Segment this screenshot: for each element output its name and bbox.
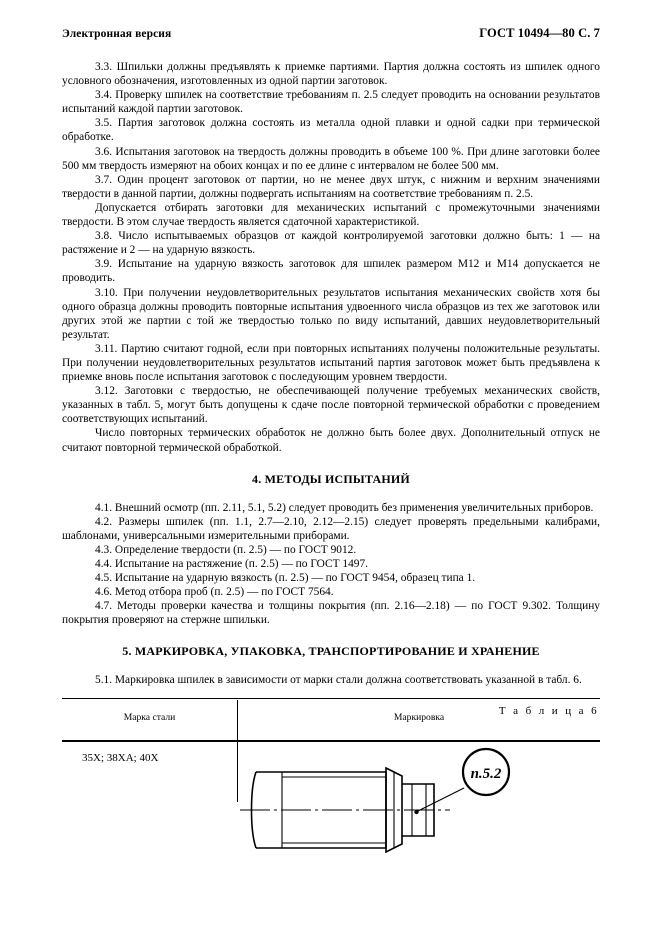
section-heading-4: 4. МЕТОДЫ ИСПЫТАНИЙ [252, 471, 410, 486]
electronic-version-label: Электронная версия [62, 28, 172, 40]
paragraph-3-9: 3.9. Испытание на ударную вязкость заготовок для шпилек размером М12 и М14 допускается не проводить. [62, 258, 600, 285]
paragraph-3-10: 3.10. При получении неудовлетворительных результатов испытания механических свойств хотя бы одного образца должны проводить повторные испытания удвоенного числа образцов из тех же заготовок или других этой же партии с той же твердостью только по виду испытаний, давших неудовлетворительный результат. [62, 286, 600, 341]
paragraph-4-4: 4.4. Испытание на растяжение (п. 2.5) — по ГОСТ 1497. [95, 558, 369, 570]
page-header [62, 26, 600, 41]
section-heading-5: 5. МАРКИРОВКА, УПАКОВКА, ТРАНСПОРТИРОВАНИЕ И ХРАНЕНИЕ [122, 644, 540, 659]
stud-technical-drawing-svg [238, 744, 600, 894]
paragraph-4-2: 4.2. Размеры шпилек (пп. 1.1, 2.7—2.10, 2.12—2.15) следует проверять предельными калибрами, шаблонами, универсальными измерительными приборами. [62, 515, 600, 542]
paragraph-3-6: 3.6. Испытания заготовок на твердость должны проводить в объеме 100 %. При длине заготовки более 500 мм твердость измеряют на обоих концах и по ее длине с интервалом не более 500 мм. [62, 145, 600, 172]
document-body [62, 60, 600, 717]
table-cell-steel-grade: 35Х; 38ХА; 40Х [82, 752, 159, 764]
callout-anchor-dot [414, 810, 418, 814]
spacer [62, 455, 600, 472]
table-header-steel-grade: Марка стали [123, 712, 176, 723]
paragraph-3-11: 3.11. Партию считают годной, если при повторных испытаниях получены положительные результаты. При получении неудовлетворительных результатов испытаний партия заготовок может быть предъявлена к приемке вновь после испытания заготовок с последующим уровнем твердости. [62, 342, 600, 384]
stud-marking-drawing [238, 744, 600, 894]
paragraph-3-4: 3.4. Проверку шпилек на соответствие требованиям п. 2.5 следует проводить на основании результатов испытаний каждой партии заготовок. [62, 89, 600, 116]
paragraph-3-7: 3.7. Один процент заготовок от партии, но не менее двух штук, с нижним и верхним значениями твердости в данной партии, должны подвергать испытаниям на соответствие требованиям п. 2.5. [62, 173, 600, 200]
paragraph-3-12-note: Число повторных термических обработок не должно быть более двух. Дополнительный отпуск не считают повторной термической обработкой. [62, 427, 600, 454]
standard-reference-label: ГОСТ 10494—80 С. 7 [479, 26, 600, 40]
paragraph-3-12: 3.12. Заготовки с твердостью, не обеспечивающей получение требуемых механических свойств, указанных в табл. 5, могут быть допущены к сдаче после повторной термической обработки с проведением соответствующих испытаний. [62, 385, 600, 426]
table-top-rule [62, 698, 600, 699]
table-header-marking: Маркировка [393, 712, 445, 723]
paragraph-4-7: 4.7. Методы проверки качества и толщины покрытия (пп. 2.16—2.18) — по ГОСТ 9.302. Толщину покрытия проверяют на стержне шпильки. [62, 600, 600, 627]
callout-leader-line [416, 788, 464, 812]
paragraph-4-3: 4.3. Определение твердости (п. 2.5) — по ГОСТ 9012. [95, 543, 357, 556]
spacer [62, 627, 600, 644]
paragraph-3-7-note: Допускается отбирать заготовки для механических испытаний с промежуточными значениями твердости. В этом случае твердость является сдаточной характеристикой. [62, 201, 600, 229]
paragraph-3-8: 3.8. Число испытываемых образцов от каждой контролируемой заготовки должно быть: 1 — на растяжение и 2 — на ударную вязкость. [62, 230, 600, 257]
paragraph-4-5: 4.5. Испытание на ударную вязкость (п. 2.5) — по ГОСТ 9454, образец типа 1. [95, 572, 476, 585]
paragraph-5-1: 5.1. Маркировка шпилек в зависимости от марки стали должна соответствовать указанной в табл. 6. [95, 674, 582, 687]
marking-table [62, 698, 600, 908]
paragraph-4-6: 4.6. Метод отбора проб (п. 2.5) — по ГОСТ 7564. [95, 586, 334, 599]
spacer [62, 487, 600, 501]
table-header-rule [62, 740, 600, 742]
table-caption: Т а б л и ц а 6 [498, 704, 599, 717]
paragraph-3-5: 3.5. Партия заготовок должна состоять из металла одной плавки и одной садки при термической обработке. [62, 117, 600, 144]
callout-label: п.5.2 [470, 766, 502, 782]
paragraph-4-1: 4.1. Внешний осмотр (пп. 2.11, 5.1, 5.2) следует проводить без применения увеличительных приборов. [95, 501, 594, 514]
spacer [62, 659, 600, 673]
paragraph-3-3: 3.3. Шпильки должны предъявлять к приемке партиями. Партия должна состоять из шпилек одного условного обозначения, изготовленных из одной партии заготовок. [62, 61, 600, 88]
